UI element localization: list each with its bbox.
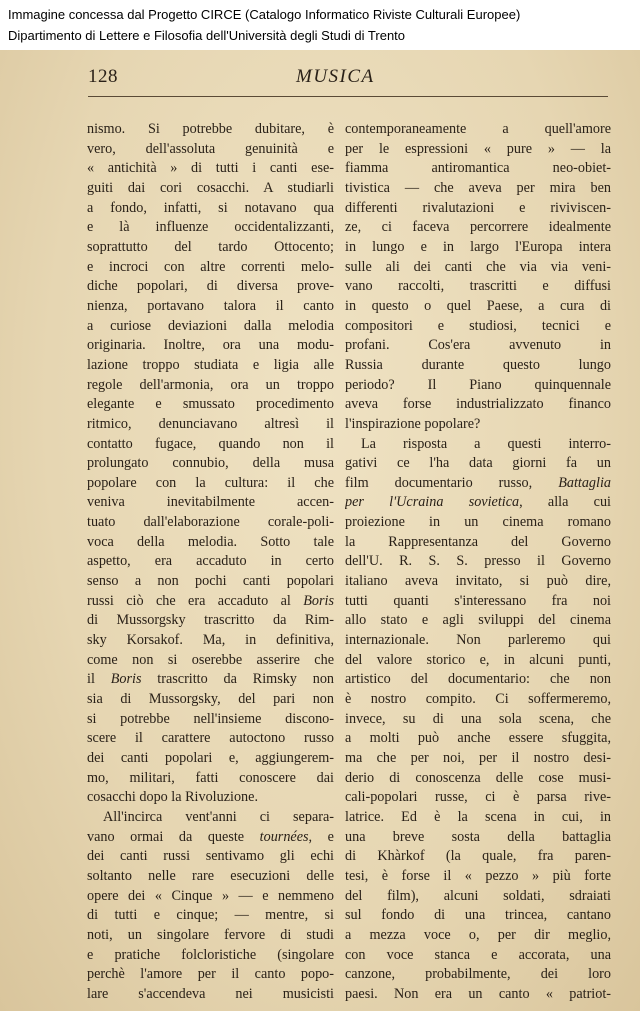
text-line: russi ciò che era accaduto al Boris <box>87 592 334 609</box>
text-line: del film), alcuni soldati, sdraiati <box>345 887 611 904</box>
text-line: di Khàrkof (la quale, fra paren- <box>345 848 611 865</box>
text-line: si potrebbe nell'insieme discono- <box>87 710 334 727</box>
running-head <box>88 66 608 97</box>
right-paragraph-2 <box>345 435 611 1005</box>
left-paragraph-1 <box>87 120 334 808</box>
text-line: dei canti russi sentivamo gli echi <box>87 848 334 865</box>
text-line: latrice. Ed è la scena in cui, in <box>345 808 611 825</box>
text-line: è nostro compito. Ci soffermeremo, <box>345 691 611 708</box>
text-line: regole dell'armonia, ora un troppo <box>87 376 334 393</box>
text-line: popolare con la cultura: il che <box>87 474 334 491</box>
text-line: noti, un singolare fervore di studi <box>87 926 334 943</box>
text-line: Russia durante questo lungo <box>345 356 611 373</box>
text-line: compositori e studiosi, tecnici e <box>345 317 611 334</box>
source-banner <box>0 0 640 50</box>
text-line: voca della melodia. Sotto tale <box>87 533 334 550</box>
text-line: soltanto nelle rare esecuzioni delle <box>87 867 334 884</box>
text-line: canzone, probabilmente, dei loro <box>345 966 611 983</box>
text-line: internazionale. Non parleremo qui <box>345 632 611 649</box>
text-line: a fondo, infatti, si notavano qua <box>87 199 334 216</box>
text-line: differenti rivalutazioni e riviviscen- <box>345 199 611 216</box>
text-line: cosacchi dopo la Rivoluzione. <box>87 789 258 806</box>
text-line: in questo o quel Paese, a cura di <box>345 297 611 314</box>
text-line: in lungo e in largo l'Europa intera <box>345 238 611 255</box>
text-line: di tutti e cinque; — mentre, si <box>87 907 334 924</box>
text-line: La risposta a questi interro- <box>361 435 611 452</box>
text-line: come non si oserebbe asserire che <box>87 651 334 668</box>
text-line: ma che per noi, per il nostro desi- <box>345 750 611 766</box>
text-line: dei canti popolari e, aggiungerem- <box>87 750 334 766</box>
text-line: di Mussorgsky trascritto da Rim- <box>87 612 334 629</box>
text-line: una breve sosta della battaglia <box>345 828 611 845</box>
text-line: derio di conoscenza delle cose musi- <box>345 769 611 786</box>
text-line: profani. Cos'era avvenuto in <box>345 337 611 354</box>
text-line: del valore storico e, in alcuni punti, <box>345 651 611 668</box>
text-line: a molti può anche essere sfuggita, <box>345 730 611 747</box>
text-line: tivistica — che aveva per mira ben <box>345 179 611 196</box>
text-line: cali-popolari russe, ci è parsa rive- <box>345 789 611 806</box>
text-line: lazione troppo studiata e ligia alle <box>87 356 334 373</box>
text-line: allo stato e agli sviluppi del cinema <box>345 612 611 629</box>
text-line: perchè l'amore per il canto popo- <box>87 966 334 983</box>
text-line: vano raccolti, trascritti e diffusi <box>345 278 611 295</box>
journal-title: MUSICA <box>296 66 375 87</box>
text-line: originaria. Inoltre, ora una modu- <box>87 337 334 354</box>
text-line: per le espressioni « pure » — la <box>345 140 611 157</box>
text-line: aveva forse industrializzato financo <box>345 396 611 413</box>
text-line: guiti dai cori cosacchi. A studiarli <box>87 179 334 196</box>
text-line: nismo. Si potrebbe dubitare, è <box>87 121 334 137</box>
text-line: paesi. Non era un canto « patriot- <box>345 985 611 1002</box>
text-line: ritmico, denunciavano altresì il <box>87 415 334 432</box>
text-line: sulle ali dei canti che via via veni- <box>345 258 611 275</box>
left-paragraph-2 <box>87 808 334 1005</box>
right-column <box>345 120 611 1005</box>
text-line: scere il carattere autoctono russo <box>87 730 334 747</box>
text-line: l'inspirazione popolare? <box>345 415 481 432</box>
text-line: a curiose deviazioni dalla melodia <box>87 317 334 334</box>
text-line: sia di Mussorgsky, del pari non <box>87 691 334 708</box>
text-line: aspetto, era accaduto in certo <box>87 553 334 570</box>
text-line: dell'U. R. S. S. presso il Governo <box>345 553 611 570</box>
text-line: diche popolari, di diversa prove- <box>87 278 334 295</box>
text-line: sul fondo di una trincea, cantano <box>345 907 611 924</box>
text-line: artistico del documentario: che non <box>345 671 611 688</box>
text-line: senso a non pochi canti popolari <box>87 573 334 590</box>
text-line: il Boris trascritto da Rimsky non <box>87 671 334 688</box>
page-number: 128 <box>88 66 118 87</box>
text-line: mo, militari, fatti conoscere dai <box>87 769 334 786</box>
text-line: invece, su di una sola scena, che <box>345 710 611 727</box>
left-column <box>87 120 334 1005</box>
text-line: « antichità » di tutti i canti ese- <box>87 160 334 177</box>
text-line: periodo? Il Piano quinquennale <box>345 376 611 393</box>
text-line: lare s'accendeva nei musicisti <box>87 985 334 1002</box>
text-line: vano ormai da queste tournées, e <box>87 828 334 845</box>
text-line: elegante e smussato procedimento <box>87 396 334 413</box>
banner-line-1: Immagine concessa dal Progetto CIRCE (Catalogo Informatico Riviste Culturali Europee) <box>8 7 521 22</box>
text-line: a mezza voce o, per dir meglio, <box>345 926 611 943</box>
text-line: contatto fugace, quando non il <box>87 435 334 452</box>
text-line: con voce stanca e accorata, una <box>345 946 611 963</box>
text-line: tuato dall'elaborazione corale-poli- <box>87 514 334 531</box>
text-line: per l'Ucraina sovietica, alla cui <box>345 494 611 511</box>
text-line: prolungato connubio, della musa <box>87 455 334 472</box>
text-line: soprattutto del tardo Ottocento; <box>87 238 334 255</box>
banner-line-2: Dipartimento di Lettere e Filosofia dell'Università degli Studi di Trento <box>8 28 406 43</box>
text-line: sky Korsakof. Ma, in definitiva, <box>87 632 334 649</box>
text-line: contemporaneamente a quell'amore <box>345 121 611 137</box>
text-line: gativi ce l'ha data giorni fa un <box>345 455 611 472</box>
text-line: All'incirca vent'anni ci separa- <box>103 808 334 825</box>
text-line: veniva inevitabilmente accen- <box>87 494 334 511</box>
text-line: e là influenze occidentalizzanti, <box>87 219 334 236</box>
text-line: la Rappresentanza del Governo <box>345 533 611 550</box>
text-line: opere dei « Cinque » — e nemmeno <box>87 887 334 904</box>
text-line: vero, dell'assoluta genuinità e <box>87 140 334 157</box>
text-line: film documentario russo, Battaglia <box>345 474 611 491</box>
text-line: proiezione in un cinema romano <box>345 514 611 531</box>
text-line: e pratiche folcloristiche (singolare <box>87 946 334 963</box>
text-line: tesi, è forse il « pezzo » più forte <box>345 867 611 884</box>
text-line: tutti quanti s'interessano fra noi <box>345 592 611 609</box>
right-paragraph-1 <box>345 120 611 435</box>
text-line: nienza, portavano talora il canto <box>87 297 334 314</box>
text-line: ze, ci faceva percorrere idealmente <box>345 219 611 236</box>
text-line: italiano aveva invitato, si può dire, <box>345 573 611 590</box>
text-line: fiamma antiromantica neo-obiet- <box>345 160 611 177</box>
text-line: e incroci con altre correnti melo- <box>87 258 334 275</box>
